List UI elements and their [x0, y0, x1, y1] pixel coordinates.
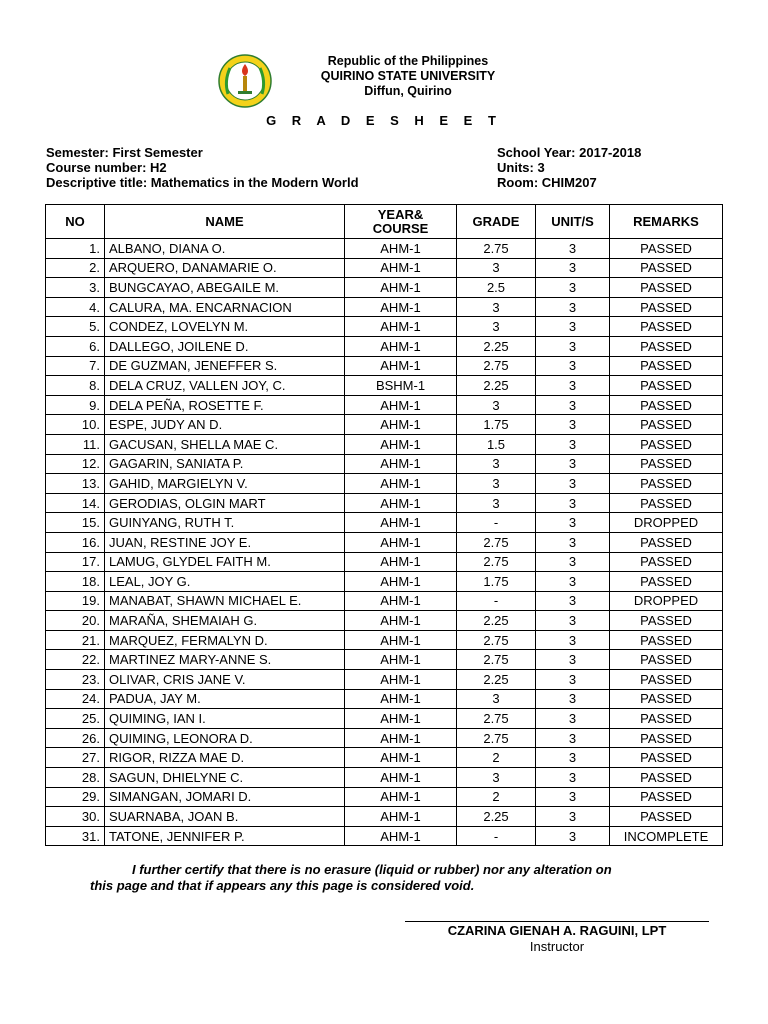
cell-name: GACUSAN, SHELLA MAE C. — [105, 434, 345, 454]
col-header-units: UNIT/S — [536, 205, 610, 239]
cell-name: ESPE, JUDY AN D. — [105, 415, 345, 435]
cell-no: 2. — [46, 258, 105, 278]
cell-remarks: PASSED — [610, 317, 723, 337]
cell-no: 28. — [46, 768, 105, 788]
table-row — [46, 513, 723, 533]
cell-remarks: PASSED — [610, 709, 723, 729]
header-text-block — [300, 54, 516, 99]
cell-name: SUARNABA, JOAN B. — [105, 807, 345, 827]
cell-name: OLIVAR, CRIS JANE V. — [105, 670, 345, 690]
cell-units: 3 — [536, 278, 610, 298]
school-year-label: School Year: 2017-2018 — [497, 145, 642, 160]
col-header-year: YEAR& — [377, 206, 424, 222]
cell-name: DALLEGO, JOILENE D. — [105, 336, 345, 356]
cell-course: AHM-1 — [345, 611, 457, 631]
cell-grade: 2.75 — [457, 630, 536, 650]
cell-remarks: PASSED — [610, 474, 723, 494]
cell-remarks: PASSED — [610, 630, 723, 650]
cell-units: 3 — [536, 572, 610, 592]
cell-no: 6. — [46, 336, 105, 356]
cell-grade: 2 — [457, 787, 536, 807]
cell-no: 26. — [46, 728, 105, 748]
cell-remarks: PASSED — [610, 611, 723, 631]
cell-no: 7. — [46, 356, 105, 376]
units-label: Units: 3 — [497, 160, 545, 175]
cell-units: 3 — [536, 552, 610, 572]
cell-grade: 3 — [457, 258, 536, 278]
cell-name: GUINYANG, RUTH T. — [105, 513, 345, 533]
cell-grade: 1.5 — [457, 434, 536, 454]
cell-grade: - — [457, 513, 536, 533]
table-row — [46, 454, 723, 474]
cell-no: 29. — [46, 787, 105, 807]
cell-remarks: PASSED — [610, 670, 723, 690]
cell-grade: 3 — [457, 689, 536, 709]
cell-name: JUAN, RESTINE JOY E. — [105, 532, 345, 552]
cell-name: MANABAT, SHAWN MICHAEL E. — [105, 591, 345, 611]
cell-remarks: PASSED — [610, 239, 723, 259]
cell-name: CONDEZ, LOVELYN M. — [105, 317, 345, 337]
cell-units: 3 — [536, 434, 610, 454]
cell-name: DELA CRUZ, VALLEN JOY, C. — [105, 376, 345, 396]
cell-no: 17. — [46, 552, 105, 572]
cell-units: 3 — [536, 317, 610, 337]
cell-grade: 2.75 — [457, 728, 536, 748]
cell-course: AHM-1 — [345, 748, 457, 768]
cell-course: AHM-1 — [345, 768, 457, 788]
room-label: Room: CHIM207 — [497, 175, 597, 190]
cell-remarks: DROPPED — [610, 591, 723, 611]
cell-name: LAMUG, GLYDEL FAITH M. — [105, 552, 345, 572]
cell-course: AHM-1 — [345, 454, 457, 474]
cell-name: TATONE, JENNIFER P. — [105, 826, 345, 846]
table-row — [46, 474, 723, 494]
cell-units: 3 — [536, 787, 610, 807]
cell-no: 3. — [46, 278, 105, 298]
signature-line — [405, 921, 709, 922]
cell-units: 3 — [536, 611, 610, 631]
cell-units: 3 — [536, 356, 610, 376]
cell-course: AHM-1 — [345, 826, 457, 846]
cell-grade: 3 — [457, 395, 536, 415]
cell-no: 11. — [46, 434, 105, 454]
cell-units: 3 — [536, 415, 610, 435]
cell-grade: 1.75 — [457, 415, 536, 435]
cell-grade: 3 — [457, 317, 536, 337]
cell-course: AHM-1 — [345, 728, 457, 748]
cell-no: 23. — [46, 670, 105, 690]
cell-grade: 2.25 — [457, 376, 536, 396]
cell-course: AHM-1 — [345, 572, 457, 592]
col-header-no: NO — [46, 205, 105, 239]
cell-no: 12. — [46, 454, 105, 474]
cell-name: DE GUZMAN, JENEFFER S. — [105, 356, 345, 376]
cell-name: MARAÑA, SHEMAIAH G. — [105, 611, 345, 631]
header-republic: Republic of the Philippines — [327, 54, 489, 68]
cell-name: MARTINEZ MARY-ANNE S. — [105, 650, 345, 670]
cell-course: AHM-1 — [345, 532, 457, 552]
table-row — [46, 630, 723, 650]
cell-name: GAGARIN, SANIATA P. — [105, 454, 345, 474]
cell-remarks: PASSED — [610, 532, 723, 552]
cell-grade: 2.25 — [457, 336, 536, 356]
cell-remarks: PASSED — [610, 728, 723, 748]
cell-units: 3 — [536, 513, 610, 533]
col-header-remarks: REMARKS — [610, 205, 723, 239]
cell-no: 20. — [46, 611, 105, 631]
cell-grade: 2.75 — [457, 532, 536, 552]
cell-course: AHM-1 — [345, 552, 457, 572]
cell-units: 3 — [536, 630, 610, 650]
cell-no: 9. — [46, 395, 105, 415]
grades-table — [45, 204, 723, 846]
cell-name: ALBANO, DIANA O. — [105, 239, 345, 259]
cell-course: AHM-1 — [345, 689, 457, 709]
table-row — [46, 434, 723, 454]
cell-no: 8. — [46, 376, 105, 396]
col-header-course: COURSE — [372, 220, 429, 236]
cell-units: 3 — [536, 395, 610, 415]
cell-remarks: PASSED — [610, 258, 723, 278]
cell-units: 3 — [536, 493, 610, 513]
cell-grade: 3 — [457, 493, 536, 513]
cell-grade: 2.75 — [457, 552, 536, 572]
cell-name: BUNGCAYAO, ABEGAILE M. — [105, 278, 345, 298]
header-university: QUIRINO STATE UNIVERSITY — [320, 69, 496, 83]
cell-grade: 2.5 — [457, 278, 536, 298]
table-row — [46, 572, 723, 592]
cell-no: 1. — [46, 239, 105, 259]
cell-remarks: PASSED — [610, 336, 723, 356]
cell-grade: 3 — [457, 768, 536, 788]
table-row — [46, 258, 723, 278]
cell-remarks: PASSED — [610, 395, 723, 415]
table-header-row — [46, 205, 723, 239]
cell-no: 30. — [46, 807, 105, 827]
cell-no: 25. — [46, 709, 105, 729]
table-row — [46, 532, 723, 552]
table-row — [46, 297, 723, 317]
cell-remarks: PASSED — [610, 493, 723, 513]
cell-course: AHM-1 — [345, 670, 457, 690]
cell-units: 3 — [536, 748, 610, 768]
cell-remarks: PASSED — [610, 768, 723, 788]
cell-remarks: PASSED — [610, 787, 723, 807]
cell-units: 3 — [536, 474, 610, 494]
cell-units: 3 — [536, 376, 610, 396]
cell-remarks: PASSED — [610, 748, 723, 768]
table-row — [46, 356, 723, 376]
cell-no: 19. — [46, 591, 105, 611]
document-title: G R A D E S H E E T — [266, 113, 502, 128]
table-row — [46, 728, 723, 748]
cell-grade: - — [457, 826, 536, 846]
cell-units: 3 — [536, 591, 610, 611]
cell-units: 3 — [536, 826, 610, 846]
cell-remarks: DROPPED — [610, 513, 723, 533]
certification-line-1: I further certify that there is no erasure (liquid or rubber) nor any alteration on — [132, 862, 612, 877]
cell-name: MARQUEZ, FERMALYN D. — [105, 630, 345, 650]
cell-units: 3 — [536, 768, 610, 788]
cell-no: 5. — [46, 317, 105, 337]
cell-remarks: PASSED — [610, 356, 723, 376]
cell-course: AHM-1 — [345, 807, 457, 827]
course-info-left — [46, 145, 359, 190]
cell-no: 16. — [46, 532, 105, 552]
cell-units: 3 — [536, 258, 610, 278]
cell-remarks: PASSED — [610, 572, 723, 592]
table-row — [46, 670, 723, 690]
cell-no: 15. — [46, 513, 105, 533]
document-header — [0, 54, 768, 102]
cell-no: 18. — [46, 572, 105, 592]
cell-grade: 3 — [457, 474, 536, 494]
cell-name: PADUA, JAY M. — [105, 689, 345, 709]
cell-no: 4. — [46, 297, 105, 317]
table-row — [46, 552, 723, 572]
cell-no: 24. — [46, 689, 105, 709]
cell-name: ARQUERO, DANAMARIE O. — [105, 258, 345, 278]
semester-label: Semester: First Semester — [46, 145, 203, 160]
table-row — [46, 748, 723, 768]
cell-remarks: PASSED — [610, 807, 723, 827]
cell-course: AHM-1 — [345, 709, 457, 729]
header-location: Diffun, Quirino — [364, 84, 452, 98]
cell-remarks: PASSED — [610, 376, 723, 396]
cell-grade: 2.25 — [457, 807, 536, 827]
cell-grade: 2.25 — [457, 670, 536, 690]
cell-remarks: PASSED — [610, 278, 723, 298]
cell-name: DELA PEÑA, ROSETTE F. — [105, 395, 345, 415]
cell-grade: 1.75 — [457, 572, 536, 592]
col-header-name: NAME — [105, 205, 345, 239]
table-row — [46, 395, 723, 415]
cell-no: 10. — [46, 415, 105, 435]
cell-grade: 2.75 — [457, 356, 536, 376]
table-row — [46, 336, 723, 356]
cell-no: 14. — [46, 493, 105, 513]
cell-no: 31. — [46, 826, 105, 846]
cell-name: CALURA, MA. ENCARNACION — [105, 297, 345, 317]
cell-remarks: PASSED — [610, 689, 723, 709]
cell-units: 3 — [536, 336, 610, 356]
cell-course: AHM-1 — [345, 474, 457, 494]
cell-remarks: PASSED — [610, 552, 723, 572]
cell-course: AHM-1 — [345, 278, 457, 298]
table-row — [46, 807, 723, 827]
cell-grade: 3 — [457, 454, 536, 474]
cell-course: AHM-1 — [345, 630, 457, 650]
table-row — [46, 611, 723, 631]
cell-course: AHM-1 — [345, 591, 457, 611]
cell-units: 3 — [536, 297, 610, 317]
cell-course: AHM-1 — [345, 650, 457, 670]
table-row — [46, 591, 723, 611]
cell-remarks: INCOMPLETE — [610, 826, 723, 846]
university-seal-icon — [218, 54, 272, 108]
cell-course: AHM-1 — [345, 336, 457, 356]
cell-name: GAHID, MARGIELYN V. — [105, 474, 345, 494]
table-row — [46, 493, 723, 513]
cell-grade: 2.75 — [457, 650, 536, 670]
cell-remarks: PASSED — [610, 415, 723, 435]
cell-units: 3 — [536, 807, 610, 827]
cell-name: RIGOR, RIZZA MAE D. — [105, 748, 345, 768]
table-row — [46, 650, 723, 670]
instructor-name: CZARINA GIENAH A. RAGUINI, LPT — [447, 923, 667, 938]
cell-name: QUIMING, IAN I. — [105, 709, 345, 729]
cell-course: AHM-1 — [345, 434, 457, 454]
cell-remarks: PASSED — [610, 650, 723, 670]
instructor-role: Instructor — [529, 939, 585, 954]
cell-course: AHM-1 — [345, 787, 457, 807]
certification-statement — [90, 862, 710, 894]
cell-units: 3 — [536, 709, 610, 729]
cell-units: 3 — [536, 650, 610, 670]
cell-course: AHM-1 — [345, 317, 457, 337]
table-row — [46, 376, 723, 396]
cell-no: 13. — [46, 474, 105, 494]
cell-course: AHM-1 — [345, 395, 457, 415]
cell-units: 3 — [536, 728, 610, 748]
table-row — [46, 239, 723, 259]
table-row — [46, 709, 723, 729]
cell-grade: 2.25 — [457, 611, 536, 631]
cell-grade: 3 — [457, 297, 536, 317]
table-row — [46, 787, 723, 807]
cell-course: AHM-1 — [345, 356, 457, 376]
cell-name: LEAL, JOY G. — [105, 572, 345, 592]
cell-name: SAGUN, DHIELYNE C. — [105, 768, 345, 788]
table-row — [46, 689, 723, 709]
grades-table-body — [46, 239, 723, 846]
col-header-year-course — [345, 205, 457, 239]
cell-no: 22. — [46, 650, 105, 670]
cell-grade: - — [457, 591, 536, 611]
cell-no: 21. — [46, 630, 105, 650]
table-row — [46, 278, 723, 298]
cell-name: QUIMING, LEONORA D. — [105, 728, 345, 748]
cell-units: 3 — [536, 670, 610, 690]
cell-course: AHM-1 — [345, 513, 457, 533]
cell-course: AHM-1 — [345, 493, 457, 513]
cell-course: AHM-1 — [345, 415, 457, 435]
course-info-right — [497, 145, 641, 190]
cell-units: 3 — [536, 239, 610, 259]
cell-name: SIMANGAN, JOMARI D. — [105, 787, 345, 807]
cell-course: AHM-1 — [345, 258, 457, 278]
cell-course: BSHM-1 — [345, 376, 457, 396]
table-row — [46, 768, 723, 788]
cell-units: 3 — [536, 689, 610, 709]
cell-course: AHM-1 — [345, 297, 457, 317]
cell-remarks: PASSED — [610, 434, 723, 454]
cell-name: GERODIAS, OLGIN MART — [105, 493, 345, 513]
cell-units: 3 — [536, 454, 610, 474]
cell-grade: 2.75 — [457, 709, 536, 729]
table-row — [46, 317, 723, 337]
cell-remarks: PASSED — [610, 297, 723, 317]
cell-course: AHM-1 — [345, 239, 457, 259]
cell-no: 27. — [46, 748, 105, 768]
certification-line-2: this page and that if appears any this page is considered void. — [90, 878, 475, 893]
cell-grade: 2.75 — [457, 239, 536, 259]
cell-units: 3 — [536, 532, 610, 552]
descriptive-title-label: Descriptive title: Mathematics in the Modern World — [46, 175, 359, 190]
cell-grade: 2 — [457, 748, 536, 768]
col-header-grade: GRADE — [457, 205, 536, 239]
table-row — [46, 415, 723, 435]
cell-remarks: PASSED — [610, 454, 723, 474]
table-row — [46, 826, 723, 846]
course-number-label: Course number: H2 — [46, 160, 167, 175]
